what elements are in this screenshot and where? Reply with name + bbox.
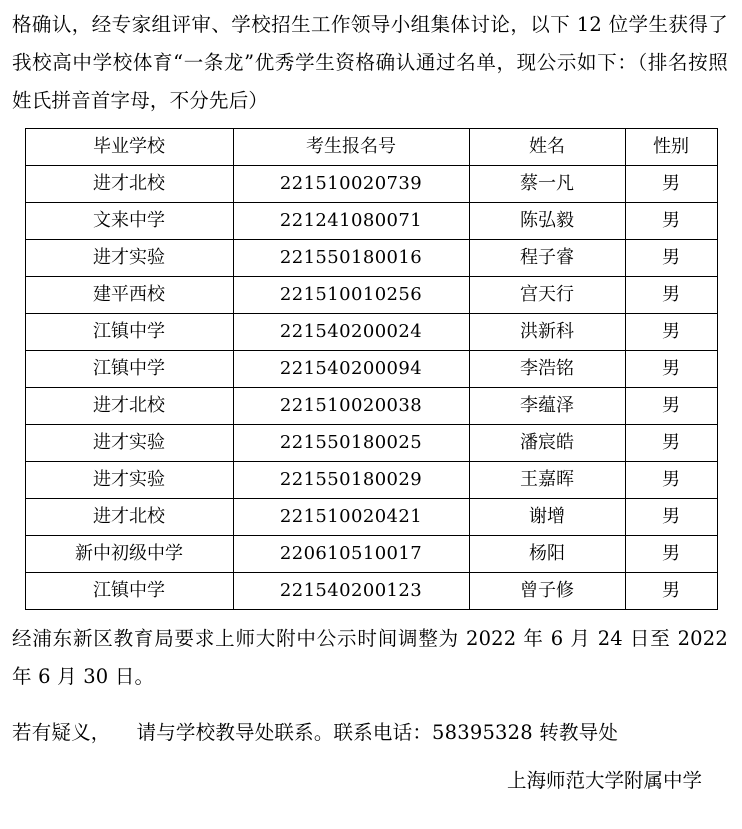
- cell-school: 江镇中学: [25, 314, 233, 351]
- cell-name: 杨阳: [469, 536, 625, 573]
- cell-school: 江镇中学: [25, 351, 233, 388]
- cell-school: 进才实验: [25, 462, 233, 499]
- cell-gender: 男: [625, 203, 717, 240]
- column-header-gender: 性别: [625, 129, 717, 166]
- intro-section: [0, 0, 742, 120]
- cell-school: 进才北校: [25, 499, 233, 536]
- cell-gender: 男: [625, 240, 717, 277]
- cell-gender: 男: [625, 166, 717, 203]
- cell-name: 程子睿: [469, 240, 625, 277]
- cell-school: 进才实验: [25, 425, 233, 462]
- cell-name: 王嘉晖: [469, 462, 625, 499]
- signature-line: 上海师范大学附属中学: [506, 769, 702, 792]
- notice-section: [0, 610, 742, 696]
- notice-paragraph: 经浦东新区教育局要求上师大附中公示时间调整为 2022 年 6 月 24 日至 2022 年 6 月 30 日。: [12, 627, 728, 688]
- cell-name: 潘宸皓: [469, 425, 625, 462]
- cell-name: 曾子修: [469, 573, 625, 610]
- cell-school: 进才北校: [25, 166, 233, 203]
- paragraph-spacer: [0, 696, 742, 714]
- table-header-row: [25, 129, 717, 166]
- cell-name: 宫天行: [469, 277, 625, 314]
- cell-gender: 男: [625, 388, 717, 425]
- cell-gender: 男: [625, 277, 717, 314]
- cell-school: 进才实验: [25, 240, 233, 277]
- column-header-school: 毕业学校: [25, 129, 233, 166]
- cell-exam-number: 221510010256: [233, 277, 469, 314]
- cell-name: 陈弘毅: [469, 203, 625, 240]
- cell-gender: 男: [625, 499, 717, 536]
- cell-exam-number: 221550180029: [233, 462, 469, 499]
- cell-name: 蔡一凡: [469, 166, 625, 203]
- cell-exam-number: 221550180016: [233, 240, 469, 277]
- cell-exam-number: 221510020421: [233, 499, 469, 536]
- column-header-exam-number: 考生报名号: [233, 129, 469, 166]
- cell-exam-number: 221540200024: [233, 314, 469, 351]
- cell-name: 李浩铭: [469, 351, 625, 388]
- table-row: [25, 314, 717, 351]
- cell-school: 建平西校: [25, 277, 233, 314]
- cell-exam-number: 220610510017: [233, 536, 469, 573]
- student-roster-table: [25, 128, 718, 610]
- cell-exam-number: 221540200094: [233, 351, 469, 388]
- cell-name: 谢增: [469, 499, 625, 536]
- table-row: [25, 277, 717, 314]
- contact-paragraph-part2: 请与学校教导处联系。联系电话：58395328 转教导处: [136, 721, 619, 744]
- cell-school: 江镇中学: [25, 573, 233, 610]
- contact-section: [0, 714, 742, 752]
- table-row: [25, 166, 717, 203]
- table-row: [25, 203, 717, 240]
- cell-exam-number: 221510020038: [233, 388, 469, 425]
- cell-exam-number: 221550180025: [233, 425, 469, 462]
- cell-name: 洪新科: [469, 314, 625, 351]
- cell-gender: 男: [625, 351, 717, 388]
- cell-exam-number: 221241080071: [233, 203, 469, 240]
- table-row: [25, 425, 717, 462]
- cell-school: 文来中学: [25, 203, 233, 240]
- table-row: [25, 573, 717, 610]
- cell-name: 李蕴泽: [469, 388, 625, 425]
- table-row: [25, 351, 717, 388]
- cell-gender: 男: [625, 573, 717, 610]
- cell-gender: 男: [625, 425, 717, 462]
- cell-gender: 男: [625, 462, 717, 499]
- table-row: [25, 499, 717, 536]
- cell-gender: 男: [625, 314, 717, 351]
- table-row: [25, 536, 717, 573]
- table-row: [25, 462, 717, 499]
- contact-paragraph: [12, 714, 728, 752]
- cell-school: 进才北校: [25, 388, 233, 425]
- contact-paragraph-part1: 若有疑义，: [12, 721, 111, 744]
- table-row: [25, 240, 717, 277]
- cell-exam-number: 221540200123: [233, 573, 469, 610]
- cell-gender: 男: [625, 536, 717, 573]
- intro-paragraph: 格确认，经专家组评审、学校招生工作领导小组集体讨论，以下 12 位学生获得了我校高中学校体育“一条龙”优秀学生资格确认通过名单，现公示如下：（排名按照姓氏拼音首字母，不分先后）: [12, 13, 728, 112]
- column-header-name: 姓名: [469, 129, 625, 166]
- table-row: [25, 388, 717, 425]
- cell-exam-number: 221510020739: [233, 166, 469, 203]
- cell-school: 新中初级中学: [25, 536, 233, 573]
